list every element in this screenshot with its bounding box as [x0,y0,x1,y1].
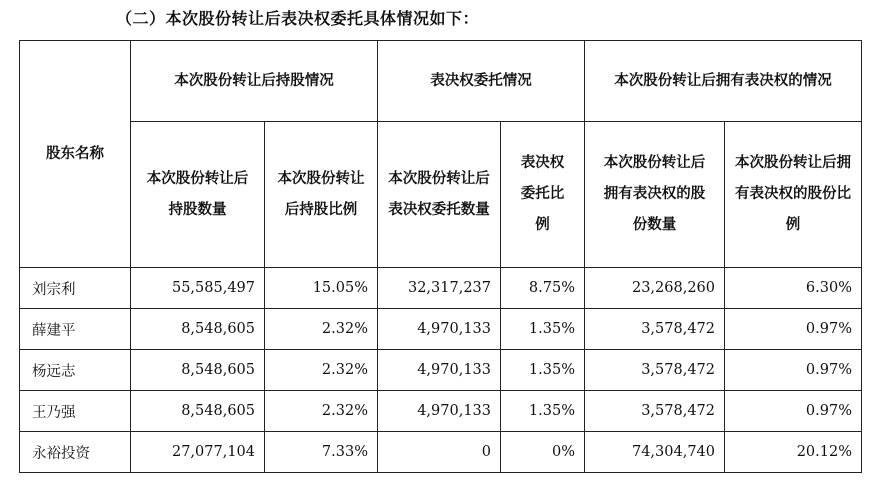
header-voting-entrustment: 表决权委托情况 [378,41,585,122]
table-row [20,350,862,391]
entrusted-quantity: 4,970,133 [378,391,501,432]
table-row [20,391,862,432]
header-voting-share-ratio: 本次股份转让后拥有表决权的股份比例 [725,122,862,268]
holding-quantity: 27,077,104 [131,432,265,473]
shareholder-name: 王乃强 [20,391,131,432]
entrusted-quantity: 32,317,237 [378,268,501,309]
voting-share-ratio: 0.97% [725,350,862,391]
header-entrusted-ratio: 表决权委托比例 [501,122,585,268]
header-shareholder-name: 股东名称 [20,41,131,268]
holding-quantity: 8,548,605 [131,309,265,350]
table-row [20,432,862,473]
header-holding-quantity: 本次股份转让后持股数量 [131,122,265,268]
voting-share-ratio: 20.12% [725,432,862,473]
voting-share-ratio: 6.30% [725,268,862,309]
holding-ratio: 7.33% [265,432,378,473]
entrusted-ratio: 1.35% [501,309,585,350]
entrusted-ratio: 1.35% [501,391,585,432]
header-post-transfer-holding: 本次股份转让后持股情况 [131,41,378,122]
entrusted-ratio: 1.35% [501,350,585,391]
table-row [20,268,862,309]
header-entrusted-quantity: 本次股份转让后表决权委托数量 [378,122,501,268]
entrusted-quantity: 4,970,133 [378,309,501,350]
voting-share-quantity: 23,268,260 [585,268,725,309]
voting-share-ratio: 0.97% [725,309,862,350]
holding-ratio: 2.32% [265,350,378,391]
header-voting-share-quantity: 本次股份转让后拥有表决权的股份数量 [585,122,725,268]
holding-ratio: 2.32% [265,391,378,432]
entrusted-ratio: 8.75% [501,268,585,309]
header-post-transfer-voting-rights: 本次股份转让后拥有表决权的情况 [585,41,862,122]
holding-quantity: 8,548,605 [131,350,265,391]
holding-quantity: 55,585,497 [131,268,265,309]
entrusted-quantity: 0 [378,432,501,473]
voting-share-ratio: 0.97% [725,391,862,432]
holding-ratio: 15.05% [265,268,378,309]
table-row [20,309,862,350]
shareholder-name: 刘宗利 [20,268,131,309]
shareholder-name: 杨远志 [20,350,131,391]
entrusted-quantity: 4,970,133 [378,350,501,391]
shareholder-name: 永裕投资 [20,432,131,473]
voting-rights-table [19,40,862,473]
header-holding-ratio: 本次股份转让后持股比例 [265,122,378,268]
entrusted-ratio: 0% [501,432,585,473]
holding-quantity: 8,548,605 [131,391,265,432]
section-title: （二）本次股份转让后表决权委托具体情况如下： [116,9,480,28]
voting-share-quantity: 3,578,472 [585,309,725,350]
voting-share-quantity: 74,304,740 [585,432,725,473]
voting-share-quantity: 3,578,472 [585,391,725,432]
shareholder-name: 薛建平 [20,309,131,350]
voting-share-quantity: 3,578,472 [585,350,725,391]
holding-ratio: 2.32% [265,309,378,350]
